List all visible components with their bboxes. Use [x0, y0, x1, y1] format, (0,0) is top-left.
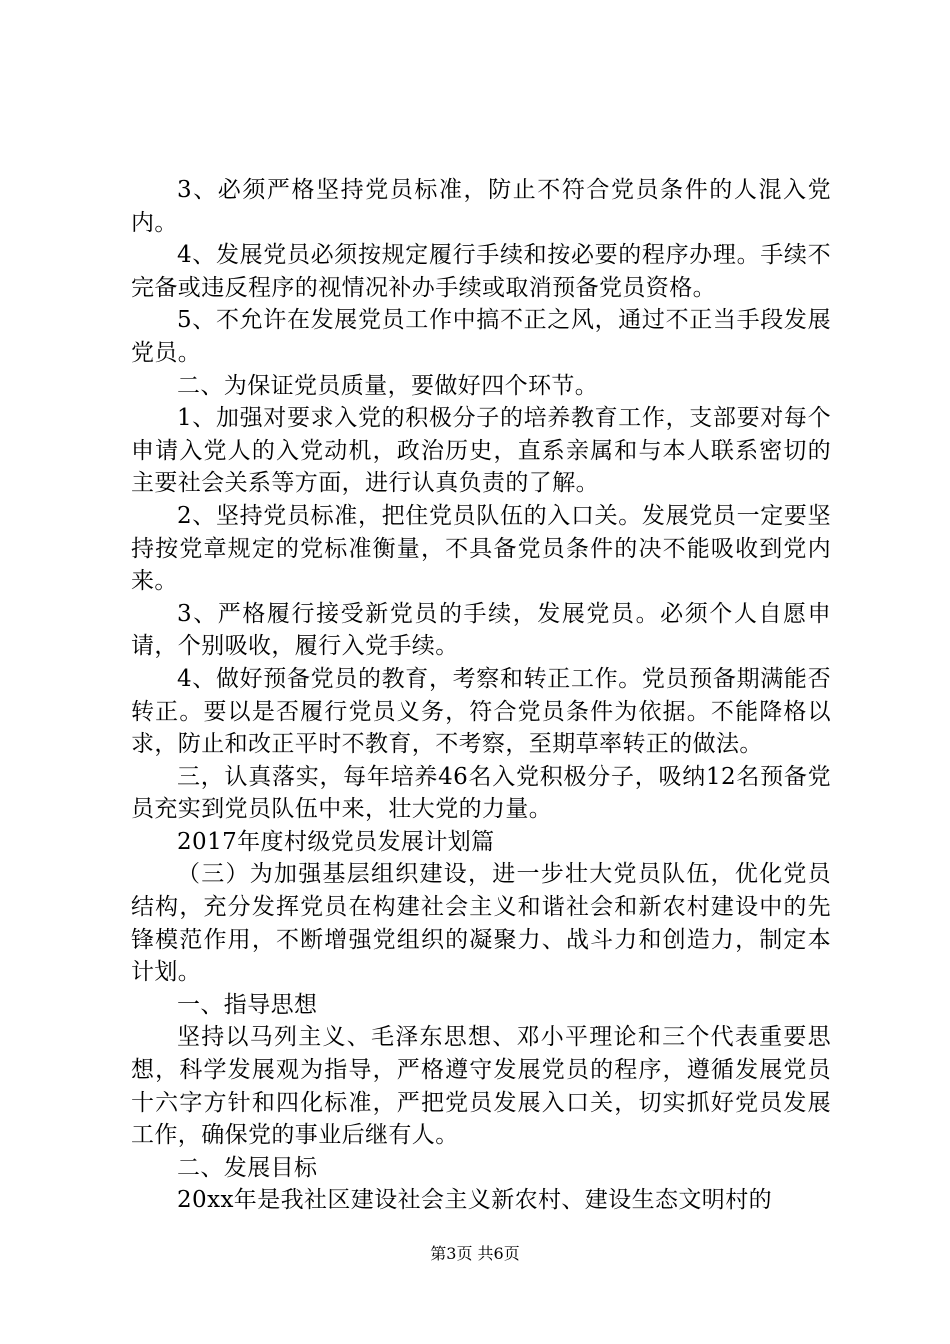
document-subtitle: 2017年度村级党员发展计划篇 — [177, 828, 495, 855]
paragraph: 1、加强对要求入党的积极分子的培养教育工作，支部要对每个申请入党人的入党动机，政治历史，直系亲属和与本人联系密切的主要社会关系等方面，进行认真负责的了解。 — [131, 405, 831, 497]
section-heading: 一、指导思想 — [177, 991, 318, 1018]
paragraph: 三，认真落实，每年培养46名入党积极分子，吸纳12名预备党员充实到党员队伍中来，壮大党的力量。 — [131, 763, 831, 823]
section-heading: 二、为保证党员质量，要做好四个环节。 — [177, 372, 599, 399]
paragraph: 4、做好预备党员的教育，考察和转正工作。党员预备期满能否转正。要以是否履行党员义务，符合党员条件为依据。不能降格以求，防止和改正平时不教育，不考察，至期草率转正的做法。 — [131, 665, 831, 758]
page-number-footer: 第3页 共6页 — [430, 1244, 520, 1263]
section-heading: 二、发展目标 — [177, 1154, 318, 1181]
paragraph: 3、严格履行接受新党员的手续，发展党员。必须个人自愿申请，个别吸收，履行入党手续。 — [131, 600, 831, 660]
paragraph: 5、不允许在发展党员工作中搞不正之风，通过不正当手段发展党员。 — [131, 307, 831, 366]
paragraph: 20xx年是我社区建设社会主义新农村、建设生态文明村的 — [177, 1187, 773, 1214]
paragraph: 坚持以马列主义、毛泽东思想、邓小平理论和三个代表重要思想，科学发展观为指导，严格遵守发展党员的程序，遵循发展党员十六字方针和四化标准，严把党员发展入口关，切实抓好党员发展工作，确保党的事业后继有人。 — [131, 1024, 831, 1149]
document-body — [131, 174, 831, 1217]
paragraph: （三）为加强基层组织建设，进一步壮大党员队伍，优化党员结构，充分发挥党员在构建社会主义和谐社会和新农村建设中的先锋模范作用，不断增强党组织的凝聚力、战斗力和创造力，制定本计划。 — [131, 861, 831, 986]
paragraph: 2、坚持党员标准，把住党员队伍的入口关。发展党员一定要坚持按党章规定的党标准衡量，不具备党员条件的决不能吸收到党内来。 — [131, 502, 831, 595]
paragraph: 3、必须严格坚持党员标准，防止不符合党员条件的人混入党内。 — [131, 177, 831, 236]
paragraph: 4、发展党员必须按规定履行手续和按必要的程序办理。手续不完备或违反程序的视情况补办手续或取消预备党员资格。 — [131, 242, 831, 301]
